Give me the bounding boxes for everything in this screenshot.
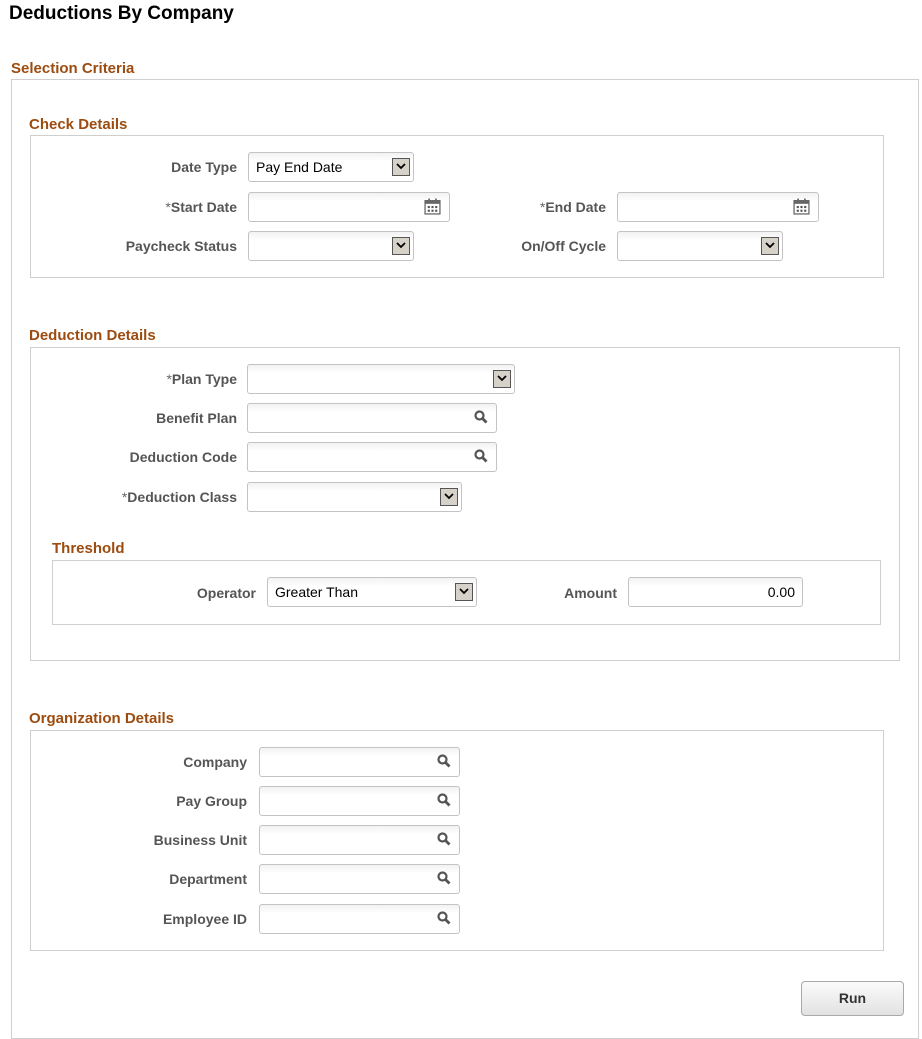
department-input[interactable] [259, 864, 460, 894]
deduction-code-label: Deduction Code [129, 449, 237, 465]
benefit-plan-input[interactable] [247, 403, 497, 433]
employee-id-input[interactable] [259, 904, 460, 934]
end-date-input[interactable] [617, 192, 819, 222]
chevron-down-icon [392, 158, 410, 176]
operator-label: Operator [196, 585, 256, 601]
date-type-select[interactable] [248, 152, 414, 182]
deduction-code-input[interactable] [247, 442, 497, 472]
search-icon[interactable] [437, 911, 451, 925]
search-icon[interactable] [437, 871, 451, 885]
plan-type-label: *Plan Type [166, 371, 237, 387]
search-icon[interactable] [437, 793, 451, 807]
on-off-cycle-select[interactable] [617, 231, 783, 261]
run-button[interactable]: Run [801, 981, 904, 1016]
benefit-plan-label: Benefit Plan [156, 410, 237, 426]
page-title: Deductions By Company [9, 3, 234, 24]
chevron-down-icon [761, 237, 779, 255]
amount-label: Amount [564, 585, 617, 601]
business-unit-label: Business Unit [153, 832, 247, 848]
company-label: Company [183, 754, 247, 770]
date-type-label: Date Type [171, 159, 237, 175]
search-icon[interactable] [474, 449, 488, 463]
company-input[interactable] [259, 747, 460, 777]
amount-input[interactable]: 0.00 [628, 577, 803, 607]
chevron-down-icon [440, 488, 458, 506]
deduction-class-label: *Deduction Class [121, 489, 237, 505]
check-details-heading: Check Details [29, 116, 128, 133]
date-type-value: Pay End Date [256, 159, 343, 175]
search-icon[interactable] [474, 410, 488, 424]
start-date-label: *Start Date [165, 199, 237, 215]
selection-criteria-heading: Selection Criteria [11, 60, 135, 77]
deduction-details-heading: Deduction Details [29, 327, 156, 344]
end-date-label: *End Date [539, 199, 606, 215]
paycheck-status-label: Paycheck Status [125, 238, 237, 254]
department-label: Department [169, 871, 247, 887]
deduction-class-select[interactable] [247, 482, 462, 512]
business-unit-input[interactable] [259, 825, 460, 855]
organization-details-heading: Organization Details [29, 710, 175, 727]
on-off-cycle-label: On/Off Cycle [521, 238, 606, 254]
calendar-icon[interactable] [793, 198, 810, 215]
chevron-down-icon [493, 370, 511, 388]
pay-group-label: Pay Group [176, 793, 247, 809]
search-icon[interactable] [437, 754, 451, 768]
operator-value: Greater Than [275, 584, 359, 600]
threshold-heading: Threshold [52, 540, 125, 557]
pay-group-input[interactable] [259, 786, 460, 816]
employee-id-label: Employee ID [162, 911, 247, 927]
plan-type-select[interactable] [247, 364, 515, 394]
search-icon[interactable] [437, 832, 451, 846]
